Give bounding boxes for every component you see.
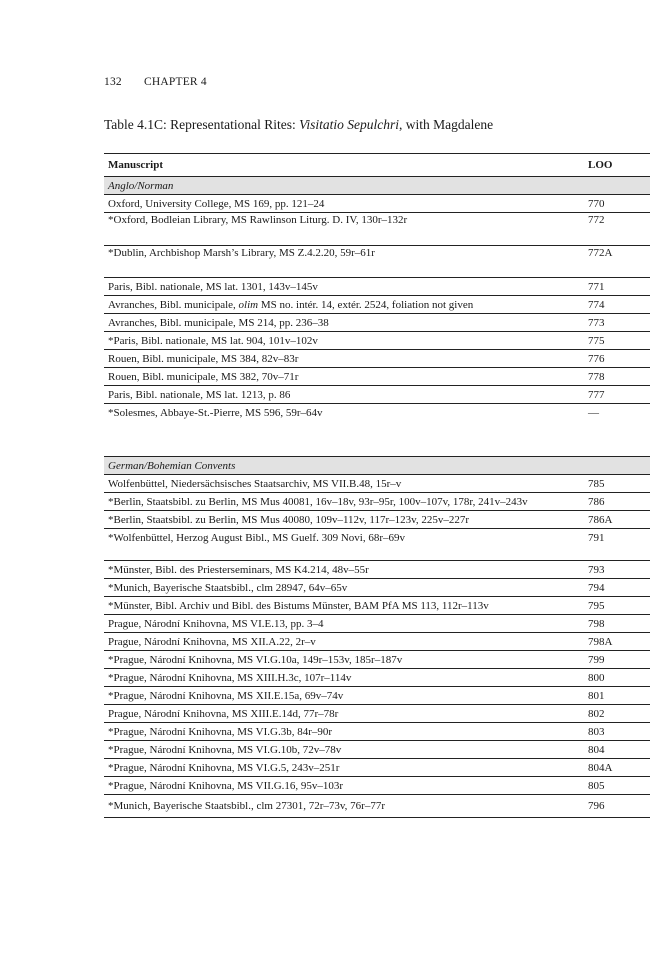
- manuscript-cell: Rouen, Bibl. municipale, MS 382, 70v–71r: [108, 370, 299, 383]
- table-row: [104, 332, 650, 350]
- manuscript-cell: *Prague, Národní Knihovna, MS VII.G.16, 95v–103r: [108, 779, 344, 792]
- manuscript-cell: *Oxford, Bodleian Library, MS Rawlinson Liturg. D. IV, 130r–132r: [108, 214, 408, 226]
- loo-cell: 775: [588, 334, 605, 347]
- manuscript-cell: *Berlin, Staatsbibl. zu Berlin, MS Mus 40081, 16v–18v, 93r–95r, 100v–107v, 178r, 241v–243v: [108, 495, 528, 508]
- table-row: [104, 195, 650, 213]
- running-head: [104, 76, 207, 88]
- manuscript-cell: *Munich, Bayerische Staatsbibl., clm 28947, 64v–65v: [108, 581, 348, 594]
- manuscript-cell: Rouen, Bibl. municipale, MS 384, 82v–83r: [108, 352, 299, 365]
- table-row: [104, 615, 650, 633]
- loo-cell: 770: [588, 197, 605, 210]
- manuscript-cell: *Dublin, Archbishop Marsh’s Library, MS Z.4.2.20, 59r–61r: [108, 247, 375, 259]
- manuscript-cell: Paris, Bibl. nationale, MS lat. 1213, p. 86: [108, 388, 291, 401]
- loo-cell: 804: [588, 743, 605, 756]
- table-row: [104, 705, 650, 723]
- table-row: [104, 795, 650, 818]
- loo-cell: 776: [588, 352, 605, 365]
- caption-title: Visitatio Sepulchri: [299, 117, 400, 132]
- table-row: [104, 493, 650, 511]
- manuscript-cell: Wolfenbüttel, Niedersächsisches Staatsarchiv, MS VII.B.48, 15r–v: [108, 477, 402, 490]
- loo-cell: 771: [588, 280, 605, 293]
- table-row: [104, 511, 650, 529]
- table-row: [104, 723, 650, 741]
- loo-cell: 799: [588, 653, 605, 666]
- table-row: [104, 475, 650, 493]
- manuscript-cell: *Prague, Národní Knihovna, MS VI.G.3b, 84r–90r: [108, 725, 333, 738]
- loo-cell: 786A: [588, 513, 613, 526]
- manuscript-cell: *Prague, Národní Knihovna, MS VI.G.10a, 149r–153v, 185r–187v: [108, 653, 403, 666]
- manuscript-cell-post: MS no. intér. 14, extér. 2524, foliation not given: [258, 298, 474, 311]
- loo-cell: 791: [588, 531, 605, 544]
- caption-prefix: Table 4.1C: Representational Rites:: [104, 117, 300, 132]
- column-header-manuscript: Manuscript: [108, 159, 163, 171]
- table-caption: [104, 117, 493, 133]
- loo-cell: 802: [588, 707, 605, 720]
- loo-cell: 804A: [588, 761, 613, 774]
- loo-cell: 772: [588, 214, 605, 226]
- table-row: [104, 314, 650, 332]
- loo-cell: 794: [588, 581, 605, 594]
- loo-cell: 774: [588, 298, 605, 311]
- section-header-anglo-norman: Anglo/Norman: [104, 177, 650, 195]
- loo-cell: 796: [588, 800, 605, 812]
- manuscript-cell: Prague, Národní Knihovna, MS VI.E.13, pp. 3–4: [108, 617, 324, 630]
- table-row: [104, 213, 650, 246]
- manuscript-cell: *Solesmes, Abbaye-St.-Pierre, MS 596, 59r–64v: [108, 406, 323, 419]
- loo-cell: 798: [588, 617, 605, 630]
- table-row: [104, 296, 650, 314]
- manuscript-cell: Paris, Bibl. nationale, MS lat. 1301, 143v–145v: [108, 280, 318, 293]
- loo-cell: 803: [588, 725, 605, 738]
- table-row: [104, 651, 650, 669]
- table-row: [104, 669, 650, 687]
- table-header-row: [104, 153, 650, 177]
- manuscript-cell: *Prague, Národní Knihovna, MS XII.E.15a, 69v–74v: [108, 689, 344, 702]
- page-number: 132: [104, 76, 122, 88]
- manuscript-cell: *Paris, Bibl. nationale, MS lat. 904, 101v–102v: [108, 334, 318, 347]
- loo-cell: 773: [588, 316, 605, 329]
- manuscript-table: [104, 153, 650, 818]
- manuscript-cell: *Münster, Bibl. Archiv und Bibl. des Bistums Münster, BAM PfA MS 113, 112r–113v: [108, 599, 489, 612]
- table-row: [104, 633, 650, 651]
- manuscript-cell: *Wolfenbüttel, Herzog August Bibl., MS Guelf. 309 Novi, 68r–69v: [108, 531, 406, 544]
- manuscript-cell: *Münster, Bibl. des Priesterseminars, MS K4.214, 48v–55r: [108, 563, 369, 576]
- table-row: [104, 687, 650, 705]
- loo-cell: 777: [588, 388, 605, 401]
- column-header-loo: LOO: [588, 159, 613, 171]
- manuscript-cell: *Munich, Bayerische Staatsbibl., clm 27301, 72r–73v, 76r–77r: [108, 800, 385, 812]
- table-row: [104, 597, 650, 615]
- table-row: [104, 386, 650, 404]
- loo-cell: 801: [588, 689, 605, 702]
- loo-cell: 772A: [588, 247, 613, 259]
- manuscript-cell: *Prague, Národní Knihovna, MS XIII.H.3c, 107r–114v: [108, 671, 352, 684]
- table-row: [104, 404, 650, 421]
- chapter-label: CHAPTER 4: [144, 76, 207, 88]
- section-header-german-bohemian: German/Bohemian Convents: [104, 456, 650, 475]
- loo-cell: 798A: [588, 635, 613, 648]
- table-row: [104, 278, 650, 296]
- caption-suffix: , with Magdalene: [399, 117, 494, 132]
- table-row: [104, 759, 650, 777]
- loo-cell: 786: [588, 495, 605, 508]
- loo-cell: —: [588, 406, 599, 419]
- loo-cell: 793: [588, 563, 605, 576]
- table-row: [104, 579, 650, 597]
- loo-cell: 805: [588, 779, 605, 792]
- manuscript-cell: Prague, Národní Knihovna, MS XII.A.22, 2r–v: [108, 635, 316, 648]
- manuscript-cell-em: olim: [238, 298, 259, 311]
- manuscript-cell: *Prague, Národní Knihovna, MS VI.G.10b, 72v–78v: [108, 743, 342, 756]
- table-row: [104, 350, 650, 368]
- loo-cell: 795: [588, 599, 605, 612]
- manuscript-cell: *Berlin, Staatsbibl. zu Berlin, MS Mus 40080, 109v–112v, 117r–123v, 225v–227r: [108, 513, 470, 526]
- manuscript-cell: [104, 299, 588, 311]
- table-row: [104, 246, 650, 278]
- manuscript-cell: Oxford, University College, MS 169, pp. 121–24: [108, 197, 325, 210]
- table-row: [104, 529, 650, 546]
- loo-cell: 800: [588, 671, 605, 684]
- manuscript-cell: *Prague, Národní Knihovna, MS VI.G.5, 243v–251r: [108, 761, 340, 774]
- table-row: [104, 777, 650, 795]
- manuscript-cell: Avranches, Bibl. municipale, MS 214, pp. 236–38: [108, 316, 329, 329]
- table-row: [104, 368, 650, 386]
- table-row: [104, 560, 650, 579]
- table-row: [104, 741, 650, 759]
- manuscript-cell: Prague, Národní Knihovna, MS XIII.E.14d, 77r–78r: [108, 707, 339, 720]
- loo-cell: 785: [588, 477, 605, 490]
- loo-cell: 778: [588, 370, 605, 383]
- manuscript-cell-pre: Avranches, Bibl. municipale,: [108, 298, 239, 311]
